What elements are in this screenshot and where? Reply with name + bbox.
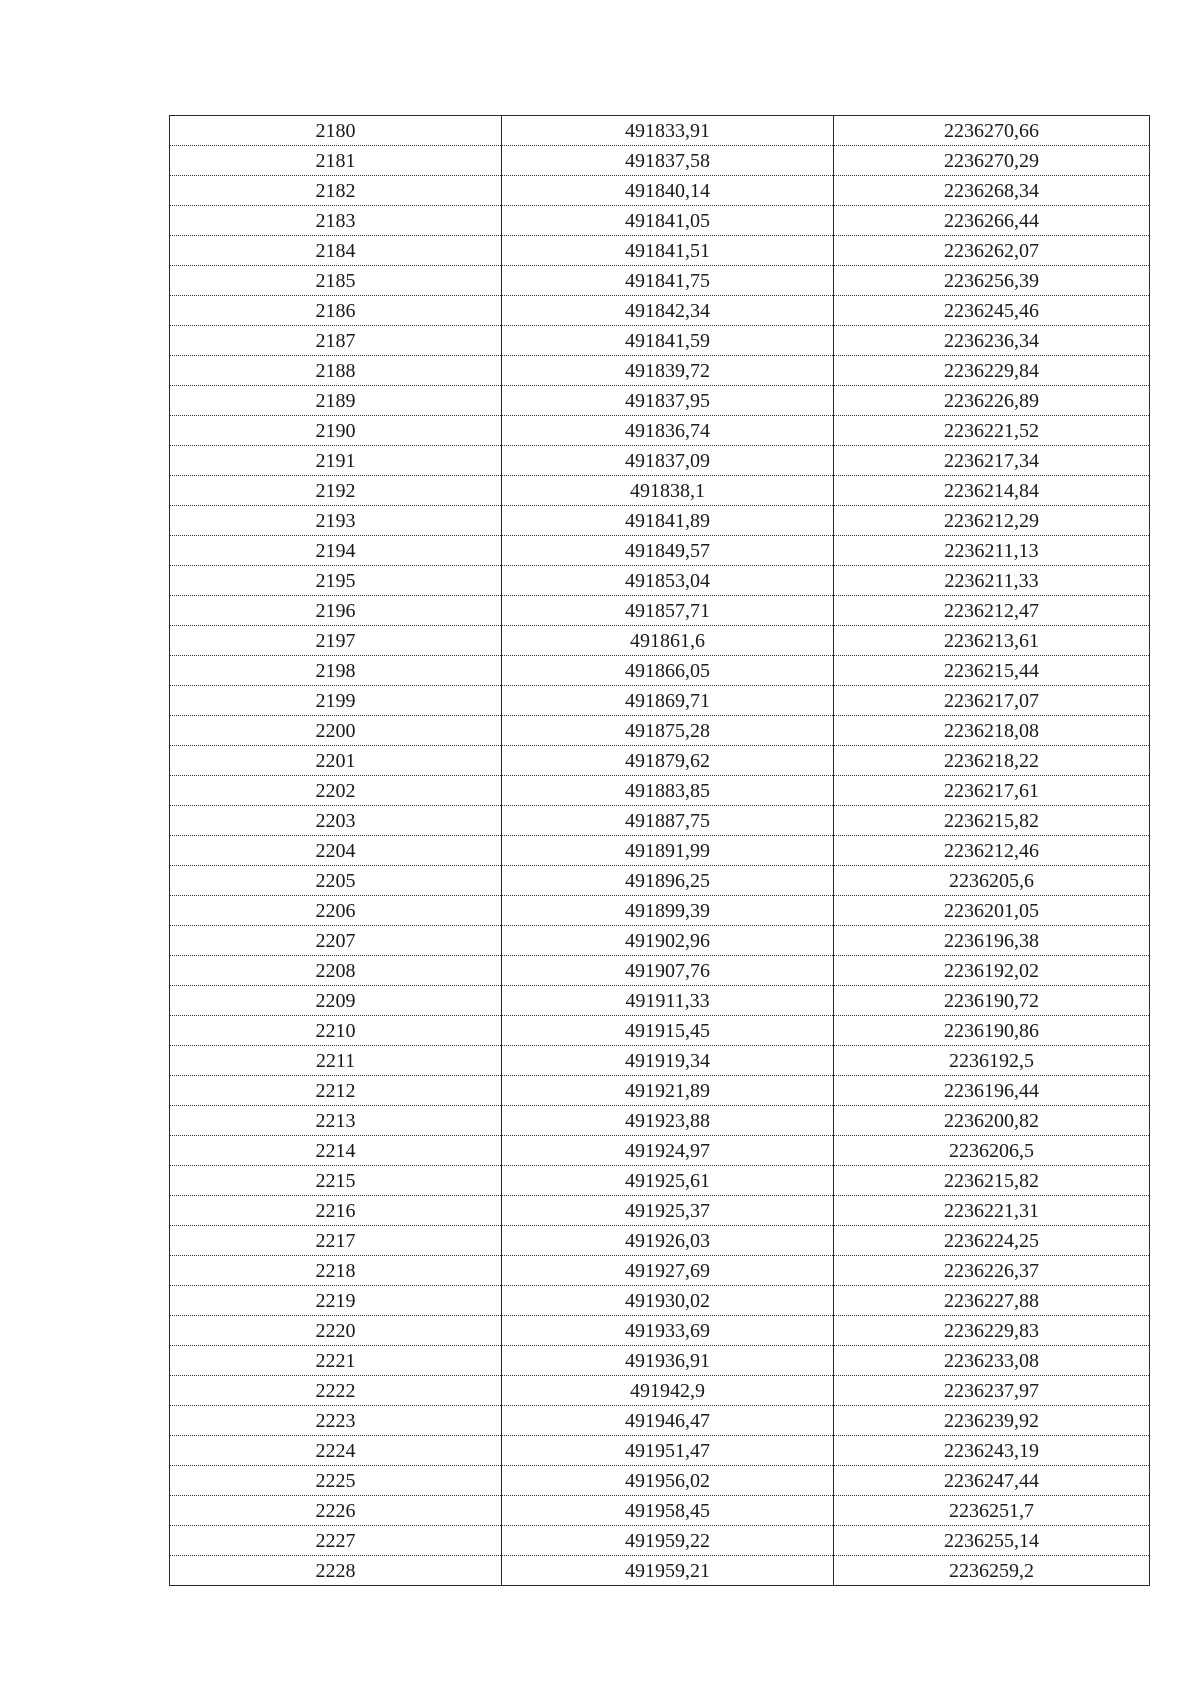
y-coordinate-cell: 2236226,37 [834, 1256, 1150, 1286]
x-coordinate-cell: 491857,71 [502, 596, 834, 626]
y-coordinate-cell: 2236256,39 [834, 266, 1150, 296]
y-coordinate-cell: 2236251,7 [834, 1496, 1150, 1526]
coordinates-table [169, 115, 1150, 1586]
table-row [170, 536, 1150, 566]
y-coordinate-cell: 2236192,02 [834, 956, 1150, 986]
y-coordinate-cell: 2236217,61 [834, 776, 1150, 806]
x-coordinate-cell: 491927,69 [502, 1256, 834, 1286]
point-number-cell: 2226 [170, 1496, 502, 1526]
table-row [170, 176, 1150, 206]
y-coordinate-cell: 2236224,25 [834, 1226, 1150, 1256]
point-number-cell: 2200 [170, 716, 502, 746]
point-number-cell: 2217 [170, 1226, 502, 1256]
y-coordinate-cell: 2236212,29 [834, 506, 1150, 536]
table-row [170, 1136, 1150, 1166]
table-row [170, 356, 1150, 386]
y-coordinate-cell: 2236217,34 [834, 446, 1150, 476]
point-number-cell: 2206 [170, 896, 502, 926]
x-coordinate-cell: 491837,58 [502, 146, 834, 176]
table-row [170, 1046, 1150, 1076]
table-row [170, 116, 1150, 146]
x-coordinate-cell: 491866,05 [502, 656, 834, 686]
x-coordinate-cell: 491836,74 [502, 416, 834, 446]
point-number-cell: 2214 [170, 1136, 502, 1166]
table-row [170, 1316, 1150, 1346]
y-coordinate-cell: 2236237,97 [834, 1376, 1150, 1406]
point-number-cell: 2218 [170, 1256, 502, 1286]
y-coordinate-cell: 2236270,29 [834, 146, 1150, 176]
x-coordinate-cell: 491841,89 [502, 506, 834, 536]
x-coordinate-cell: 491930,02 [502, 1286, 834, 1316]
point-number-cell: 2189 [170, 386, 502, 416]
table-row [170, 566, 1150, 596]
x-coordinate-cell: 491849,57 [502, 536, 834, 566]
table-row [170, 266, 1150, 296]
table-row [170, 1556, 1150, 1586]
table-row [170, 1286, 1150, 1316]
point-number-cell: 2196 [170, 596, 502, 626]
y-coordinate-cell: 2236215,44 [834, 656, 1150, 686]
x-coordinate-cell: 491919,34 [502, 1046, 834, 1076]
table-row [170, 146, 1150, 176]
table-row [170, 506, 1150, 536]
y-coordinate-cell: 2236218,08 [834, 716, 1150, 746]
point-number-cell: 2195 [170, 566, 502, 596]
table-row [170, 1166, 1150, 1196]
y-coordinate-cell: 2236190,72 [834, 986, 1150, 1016]
table-row [170, 746, 1150, 776]
point-number-cell: 2191 [170, 446, 502, 476]
point-number-cell: 2205 [170, 866, 502, 896]
x-coordinate-cell: 491891,99 [502, 836, 834, 866]
table-row [170, 926, 1150, 956]
y-coordinate-cell: 2236214,84 [834, 476, 1150, 506]
y-coordinate-cell: 2236259,2 [834, 1556, 1150, 1586]
table-row [170, 386, 1150, 416]
x-coordinate-cell: 491883,85 [502, 776, 834, 806]
y-coordinate-cell: 2236266,44 [834, 206, 1150, 236]
x-coordinate-cell: 491902,96 [502, 926, 834, 956]
point-number-cell: 2213 [170, 1106, 502, 1136]
x-coordinate-cell: 491833,91 [502, 116, 834, 146]
x-coordinate-cell: 491853,04 [502, 566, 834, 596]
table-row [170, 1466, 1150, 1496]
y-coordinate-cell: 2236221,52 [834, 416, 1150, 446]
y-coordinate-cell: 2236211,13 [834, 536, 1150, 566]
x-coordinate-cell: 491942,9 [502, 1376, 834, 1406]
x-coordinate-cell: 491837,95 [502, 386, 834, 416]
x-coordinate-cell: 491839,72 [502, 356, 834, 386]
x-coordinate-cell: 491879,62 [502, 746, 834, 776]
y-coordinate-cell: 2236211,33 [834, 566, 1150, 596]
x-coordinate-cell: 491896,25 [502, 866, 834, 896]
table-row [170, 1376, 1150, 1406]
table-row [170, 656, 1150, 686]
point-number-cell: 2192 [170, 476, 502, 506]
point-number-cell: 2187 [170, 326, 502, 356]
x-coordinate-cell: 491933,69 [502, 1316, 834, 1346]
point-number-cell: 2180 [170, 116, 502, 146]
point-number-cell: 2222 [170, 1376, 502, 1406]
point-number-cell: 2216 [170, 1196, 502, 1226]
point-number-cell: 2185 [170, 266, 502, 296]
y-coordinate-cell: 2236227,88 [834, 1286, 1150, 1316]
table-row [170, 1196, 1150, 1226]
x-coordinate-cell: 491841,59 [502, 326, 834, 356]
point-number-cell: 2183 [170, 206, 502, 236]
x-coordinate-cell: 491915,45 [502, 1016, 834, 1046]
y-coordinate-cell: 2236213,61 [834, 626, 1150, 656]
point-number-cell: 2220 [170, 1316, 502, 1346]
point-number-cell: 2188 [170, 356, 502, 386]
point-number-cell: 2201 [170, 746, 502, 776]
point-number-cell: 2190 [170, 416, 502, 446]
y-coordinate-cell: 2236236,34 [834, 326, 1150, 356]
y-coordinate-cell: 2236229,84 [834, 356, 1150, 386]
point-number-cell: 2193 [170, 506, 502, 536]
point-number-cell: 2211 [170, 1046, 502, 1076]
x-coordinate-cell: 491959,21 [502, 1556, 834, 1586]
table-row [170, 236, 1150, 266]
y-coordinate-cell: 2236239,92 [834, 1406, 1150, 1436]
x-coordinate-cell: 491924,97 [502, 1136, 834, 1166]
point-number-cell: 2197 [170, 626, 502, 656]
table-row [170, 1406, 1150, 1436]
x-coordinate-cell: 491887,75 [502, 806, 834, 836]
x-coordinate-cell: 491875,28 [502, 716, 834, 746]
y-coordinate-cell: 2236196,44 [834, 1076, 1150, 1106]
y-coordinate-cell: 2236196,38 [834, 926, 1150, 956]
point-number-cell: 2203 [170, 806, 502, 836]
y-coordinate-cell: 2236218,22 [834, 746, 1150, 776]
table-row [170, 956, 1150, 986]
table-row [170, 596, 1150, 626]
point-number-cell: 2198 [170, 656, 502, 686]
table-row [170, 1256, 1150, 1286]
point-number-cell: 2228 [170, 1556, 502, 1586]
table-row [170, 866, 1150, 896]
y-coordinate-cell: 2236262,07 [834, 236, 1150, 266]
x-coordinate-cell: 491923,88 [502, 1106, 834, 1136]
y-coordinate-cell: 2236190,86 [834, 1016, 1150, 1046]
x-coordinate-cell: 491921,89 [502, 1076, 834, 1106]
point-number-cell: 2182 [170, 176, 502, 206]
x-coordinate-cell: 491925,61 [502, 1166, 834, 1196]
point-number-cell: 2209 [170, 986, 502, 1016]
point-number-cell: 2207 [170, 926, 502, 956]
y-coordinate-cell: 2236215,82 [834, 1166, 1150, 1196]
x-coordinate-cell: 491936,91 [502, 1346, 834, 1376]
point-number-cell: 2223 [170, 1406, 502, 1436]
y-coordinate-cell: 2236233,08 [834, 1346, 1150, 1376]
y-coordinate-cell: 2236206,5 [834, 1136, 1150, 1166]
table-row [170, 1526, 1150, 1556]
table-row [170, 326, 1150, 356]
table-row [170, 1106, 1150, 1136]
x-coordinate-cell: 491926,03 [502, 1226, 834, 1256]
point-number-cell: 2208 [170, 956, 502, 986]
table-row [170, 836, 1150, 866]
x-coordinate-cell: 491869,71 [502, 686, 834, 716]
point-number-cell: 2202 [170, 776, 502, 806]
coordinates-table-body [170, 116, 1150, 1586]
table-row [170, 1076, 1150, 1106]
table-row [170, 806, 1150, 836]
point-number-cell: 2210 [170, 1016, 502, 1046]
point-number-cell: 2224 [170, 1436, 502, 1466]
table-row [170, 206, 1150, 236]
x-coordinate-cell: 491951,47 [502, 1436, 834, 1466]
y-coordinate-cell: 2236268,34 [834, 176, 1150, 206]
x-coordinate-cell: 491838,1 [502, 476, 834, 506]
table-row [170, 626, 1150, 656]
y-coordinate-cell: 2236247,44 [834, 1466, 1150, 1496]
x-coordinate-cell: 491946,47 [502, 1406, 834, 1436]
x-coordinate-cell: 491841,51 [502, 236, 834, 266]
table-row [170, 1346, 1150, 1376]
point-number-cell: 2212 [170, 1076, 502, 1106]
y-coordinate-cell: 2236221,31 [834, 1196, 1150, 1226]
x-coordinate-cell: 491911,33 [502, 986, 834, 1016]
table-row [170, 1226, 1150, 1256]
table-row [170, 1016, 1150, 1046]
y-coordinate-cell: 2236212,47 [834, 596, 1150, 626]
y-coordinate-cell: 2236212,46 [834, 836, 1150, 866]
x-coordinate-cell: 491956,02 [502, 1466, 834, 1496]
table-row [170, 716, 1150, 746]
x-coordinate-cell: 491841,75 [502, 266, 834, 296]
x-coordinate-cell: 491861,6 [502, 626, 834, 656]
y-coordinate-cell: 2236217,07 [834, 686, 1150, 716]
point-number-cell: 2181 [170, 146, 502, 176]
point-number-cell: 2215 [170, 1166, 502, 1196]
point-number-cell: 2219 [170, 1286, 502, 1316]
y-coordinate-cell: 2236215,82 [834, 806, 1150, 836]
table-row [170, 476, 1150, 506]
point-number-cell: 2225 [170, 1466, 502, 1496]
x-coordinate-cell: 491837,09 [502, 446, 834, 476]
x-coordinate-cell: 491840,14 [502, 176, 834, 206]
x-coordinate-cell: 491841,05 [502, 206, 834, 236]
y-coordinate-cell: 2236270,66 [834, 116, 1150, 146]
y-coordinate-cell: 2236229,83 [834, 1316, 1150, 1346]
table-row [170, 686, 1150, 716]
x-coordinate-cell: 491842,34 [502, 296, 834, 326]
y-coordinate-cell: 2236201,05 [834, 896, 1150, 926]
x-coordinate-cell: 491907,76 [502, 956, 834, 986]
point-number-cell: 2204 [170, 836, 502, 866]
table-row [170, 776, 1150, 806]
x-coordinate-cell: 491925,37 [502, 1196, 834, 1226]
point-number-cell: 2194 [170, 536, 502, 566]
table-row [170, 896, 1150, 926]
y-coordinate-cell: 2236255,14 [834, 1526, 1150, 1556]
point-number-cell: 2221 [170, 1346, 502, 1376]
table-row [170, 446, 1150, 476]
point-number-cell: 2227 [170, 1526, 502, 1556]
table-row [170, 296, 1150, 326]
y-coordinate-cell: 2236245,46 [834, 296, 1150, 326]
point-number-cell: 2186 [170, 296, 502, 326]
y-coordinate-cell: 2236226,89 [834, 386, 1150, 416]
y-coordinate-cell: 2236192,5 [834, 1046, 1150, 1076]
x-coordinate-cell: 491959,22 [502, 1526, 834, 1556]
y-coordinate-cell: 2236243,19 [834, 1436, 1150, 1466]
table-row [170, 1496, 1150, 1526]
y-coordinate-cell: 2236205,6 [834, 866, 1150, 896]
x-coordinate-cell: 491899,39 [502, 896, 834, 926]
x-coordinate-cell: 491958,45 [502, 1496, 834, 1526]
point-number-cell: 2184 [170, 236, 502, 266]
y-coordinate-cell: 2236200,82 [834, 1106, 1150, 1136]
table-row [170, 416, 1150, 446]
point-number-cell: 2199 [170, 686, 502, 716]
table-row [170, 1436, 1150, 1466]
table-row [170, 986, 1150, 1016]
